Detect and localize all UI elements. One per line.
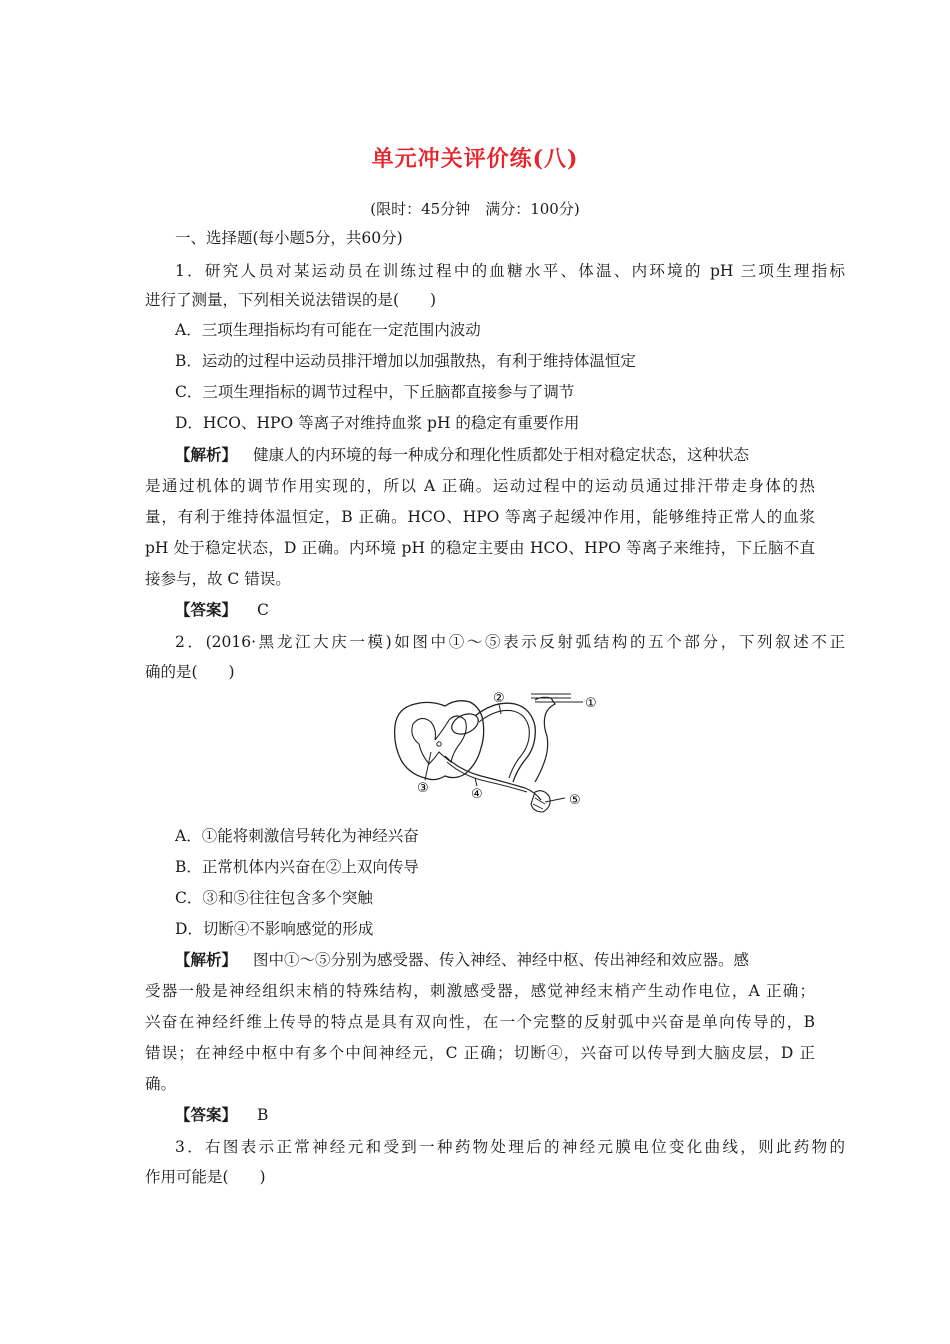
time-limit: (限时：45分钟 满分：100分): [370, 200, 580, 218]
label-5: ⑤: [569, 793, 581, 808]
q1-analysis-line-3: 量，有利于维持体温恒定，B 正确。HCO、HPO 等离子起缓冲作用，能够维持正常人的血浆: [145, 508, 815, 526]
q2-analysis-line-5: 确。: [145, 1075, 177, 1093]
q3-stem-line-1: 3．右图表示正常神经元和受到一种药物处理后的神经元膜电位变化曲线，则此药物的: [175, 1138, 845, 1156]
q2-option-d: D．切断④不影响感觉的形成: [175, 920, 374, 938]
q1-option-c: C．三项生理指标的调节过程中，下丘脑都直接参与了调节: [175, 383, 575, 401]
q1-answer-value: C: [257, 601, 269, 619]
q1-analysis-line-1: [175, 445, 845, 465]
q1-answer: [175, 600, 845, 620]
q2-analysis-line-2: 受器一般是神经组织末梢的特殊结构，刺激感受器，感觉神经末梢产生动作电位，A 正确；: [145, 982, 815, 1000]
q2-option-c: C．③和⑤往往包含多个突触: [175, 889, 373, 907]
reflex-arc-diagram: [385, 686, 595, 816]
q1-stem-line-1: 1．研究人员对某运动员在训练过程中的血糖水平、体温、内环境的 pH 三项生理指标: [175, 262, 845, 280]
q1-stem-line-2: 进行了测量，下列相关说法错误的是( ): [145, 291, 437, 309]
q2-analysis-line-1: [175, 950, 845, 970]
q3-stem-line-2: 作用可能是( ): [145, 1168, 266, 1186]
page-title: 单元冲关评价练(八): [371, 146, 579, 172]
q1-option-d: D．HCO、HPO 等离子对维持血浆 pH 的稳定有重要作用: [175, 414, 580, 432]
q1-analysis-text-1: 健康人的内环境的每一种成分和理化性质都处于相对稳定状态，这种状态: [253, 446, 750, 464]
label-4: ④: [471, 787, 483, 802]
q1-option-a: A．三项生理指标均有可能在一定范围内波动: [175, 321, 481, 339]
q2-answer-label: 【答案】: [175, 1105, 238, 1124]
q1-analysis-line-5: 接参与，故 C 错误。: [145, 570, 291, 588]
q2-stem-line-1: 2．(2016·黑龙江大庆一模)如图中①～⑤表示反射弧结构的五个部分，下列叙述不正: [175, 633, 845, 651]
label-3: ③: [417, 781, 429, 796]
q1-analysis-line-2: 是通过机体的调节作用实现的，所以 A 正确。运动过程中的运动员通过排汗带走身体的热: [145, 477, 815, 495]
label-2: ②: [493, 691, 505, 706]
q2-stem-line-2: 确的是( ): [145, 663, 235, 681]
q2-option-b: B．正常机体内兴奋在②上双向传导: [175, 858, 419, 876]
q2-analysis-text-1: 图中①～⑤分别为感受器、传入神经、神经中枢、传出神经和效应器。感: [253, 951, 750, 969]
q1-option-b: B．运动的过程中运动员排汗增加以加强散热，有利于维持体温恒定: [175, 352, 636, 370]
q1-analysis-line-4: pH 处于稳定状态，D 正确。内环境 pH 的稳定主要由 HCO、HPO 等离子来维持，下丘脑不直: [145, 539, 815, 557]
section-header: 一、选择题(每小题5分，共60分): [175, 229, 403, 247]
q2-analysis-line-3: 兴奋在神经纤维上传导的特点是具有双向性，在一个完整的反射弧中兴奋是单向传导的，B: [145, 1013, 815, 1031]
q2-answer-value: B: [257, 1106, 269, 1124]
q2-analysis-line-4: 错误；在神经中枢中有多个中间神经元，C 正确；切断④，兴奋可以传导到大脑皮层，D 正: [145, 1044, 815, 1062]
q1-answer-label: 【答案】: [175, 600, 238, 619]
label-1: ①: [585, 696, 597, 711]
q2-option-a: A．①能将刺激信号转化为神经兴奋: [175, 827, 419, 845]
q2-analysis-label: 【解析】: [175, 950, 238, 969]
q2-answer: [175, 1105, 845, 1125]
q1-analysis-label: 【解析】: [175, 445, 238, 464]
